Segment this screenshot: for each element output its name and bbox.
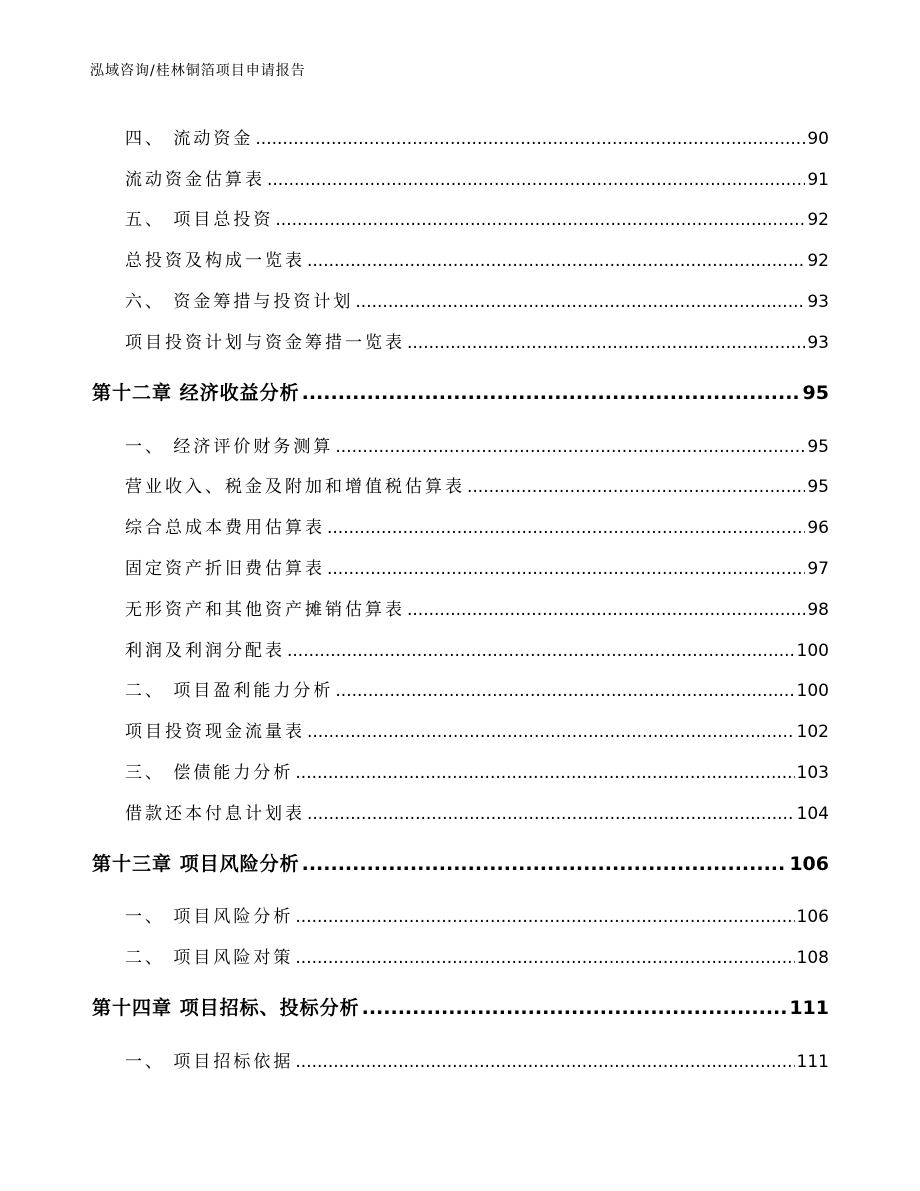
toc-entry[interactable] [125, 328, 829, 353]
toc-entry[interactable] [125, 287, 829, 312]
toc-leader-dots [407, 333, 805, 353]
toc-entry-title: 一、 项目风险分析 [125, 907, 294, 927]
toc-leader-dots [295, 1052, 794, 1072]
toc-entry[interactable] [125, 902, 829, 927]
toc-entry[interactable] [125, 717, 829, 742]
toc-entry-page: 104 [796, 804, 829, 824]
toc-leader-dots [307, 804, 795, 824]
toc-entry-title: 五、 项目总投资 [125, 210, 274, 230]
toc-leader-dots [467, 477, 805, 497]
toc-entry-page: 102 [796, 722, 829, 742]
toc-leader-dots [275, 210, 805, 230]
toc-entry[interactable] [125, 205, 829, 230]
toc-entry-page: 91 [807, 170, 829, 190]
toc-entry-page: 96 [807, 518, 829, 538]
toc-leader-dots [335, 437, 805, 457]
toc-entry[interactable] [125, 554, 829, 579]
toc-entry-title: 一、 经济评价财务测算 [125, 437, 334, 457]
toc-leader-dots [327, 518, 805, 538]
toc-chapter-entry[interactable] [92, 993, 829, 1020]
toc-entry[interactable] [125, 165, 829, 190]
toc-entry-title: 项目投资现金流量表 [125, 722, 305, 742]
toc-entry-page: 97 [807, 559, 829, 579]
toc-entry[interactable] [125, 636, 829, 661]
toc-entry-title: 利润及利润分配表 [125, 641, 285, 661]
toc-entry-title: 第十四章 项目招标、投标分析 [92, 997, 360, 1019]
toc-leader-dots [362, 997, 788, 1019]
toc-chapter-entry[interactable] [92, 378, 829, 405]
toc-entry-title: 第十二章 经济收益分析 [92, 382, 300, 404]
toc-entry[interactable] [125, 1047, 829, 1072]
toc-leader-dots [295, 763, 794, 783]
toc-entry-page: 92 [807, 210, 829, 230]
toc-entry-title: 三、 偿债能力分析 [125, 763, 294, 783]
toc-entry-title: 借款还本付息计划表 [125, 804, 305, 824]
toc-entry[interactable] [125, 676, 829, 701]
toc-entry-title: 第十三章 项目风险分析 [92, 853, 300, 875]
toc-entry-page: 95 [807, 437, 829, 457]
toc-entry[interactable] [125, 246, 829, 271]
toc-entry-page: 90 [807, 129, 829, 149]
toc-entry-title: 六、 资金筹措与投资计划 [125, 292, 354, 312]
toc-entry-page: 92 [807, 251, 829, 271]
toc-entry-page: 111 [796, 1052, 829, 1072]
toc-entry-page: 106 [796, 907, 829, 927]
toc-entry-title: 总投资及构成一览表 [125, 251, 305, 271]
toc-entry-page: 111 [789, 997, 829, 1019]
toc-entry-title: 综合总成本费用估算表 [125, 518, 325, 538]
toc-entry[interactable] [125, 799, 829, 824]
toc-entry-page: 100 [796, 681, 829, 701]
page-header: 泓域咨询/桂林铜箔项目申请报告 [90, 63, 306, 79]
toc-entry[interactable] [125, 758, 829, 783]
toc-leader-dots [302, 853, 788, 875]
toc-entry-title: 四、 流动资金 [125, 129, 254, 149]
toc-leader-dots [335, 681, 794, 701]
toc-entry-page: 93 [807, 292, 829, 312]
toc-entry-page: 98 [807, 600, 829, 620]
toc-leader-dots [307, 722, 795, 742]
toc-leader-dots [307, 251, 805, 271]
toc-entry-page: 106 [789, 853, 829, 875]
toc-entry-page: 95 [807, 477, 829, 497]
toc-entry-title: 无形资产和其他资产摊销估算表 [125, 600, 405, 620]
toc-entry-title: 流动资金估算表 [125, 170, 265, 190]
toc-leader-dots [302, 382, 801, 404]
toc-entry[interactable] [125, 595, 829, 620]
toc-entry[interactable] [125, 432, 829, 457]
toc-entry[interactable] [125, 513, 829, 538]
toc-entry-title: 一、 项目招标依据 [125, 1052, 294, 1072]
toc-entry-page: 100 [796, 641, 829, 661]
toc-entry[interactable] [125, 472, 829, 497]
toc-entry-page: 103 [796, 763, 829, 783]
toc-entry-title: 二、 项目风险对策 [125, 948, 294, 968]
toc-entry-title: 二、 项目盈利能力分析 [125, 681, 334, 701]
toc-leader-dots [255, 129, 805, 149]
toc-leader-dots [287, 641, 795, 661]
toc-entry-page: 108 [796, 948, 829, 968]
toc-entry[interactable] [125, 943, 829, 968]
toc-entry-title: 项目投资计划与资金筹措一览表 [125, 333, 405, 353]
toc-entry-page: 93 [807, 333, 829, 353]
toc-leader-dots [327, 559, 805, 579]
toc-entry[interactable] [125, 124, 829, 149]
toc-leader-dots [407, 600, 805, 620]
toc-leader-dots [355, 292, 805, 312]
toc-entry-title: 营业收入、税金及附加和增值税估算表 [125, 477, 465, 497]
toc-leader-dots [267, 170, 805, 190]
toc-chapter-entry[interactable] [92, 849, 829, 876]
toc-entry-page: 95 [802, 382, 829, 404]
toc-leader-dots [295, 948, 794, 968]
toc-entry-title: 固定资产折旧费估算表 [125, 559, 325, 579]
toc-leader-dots [295, 907, 794, 927]
